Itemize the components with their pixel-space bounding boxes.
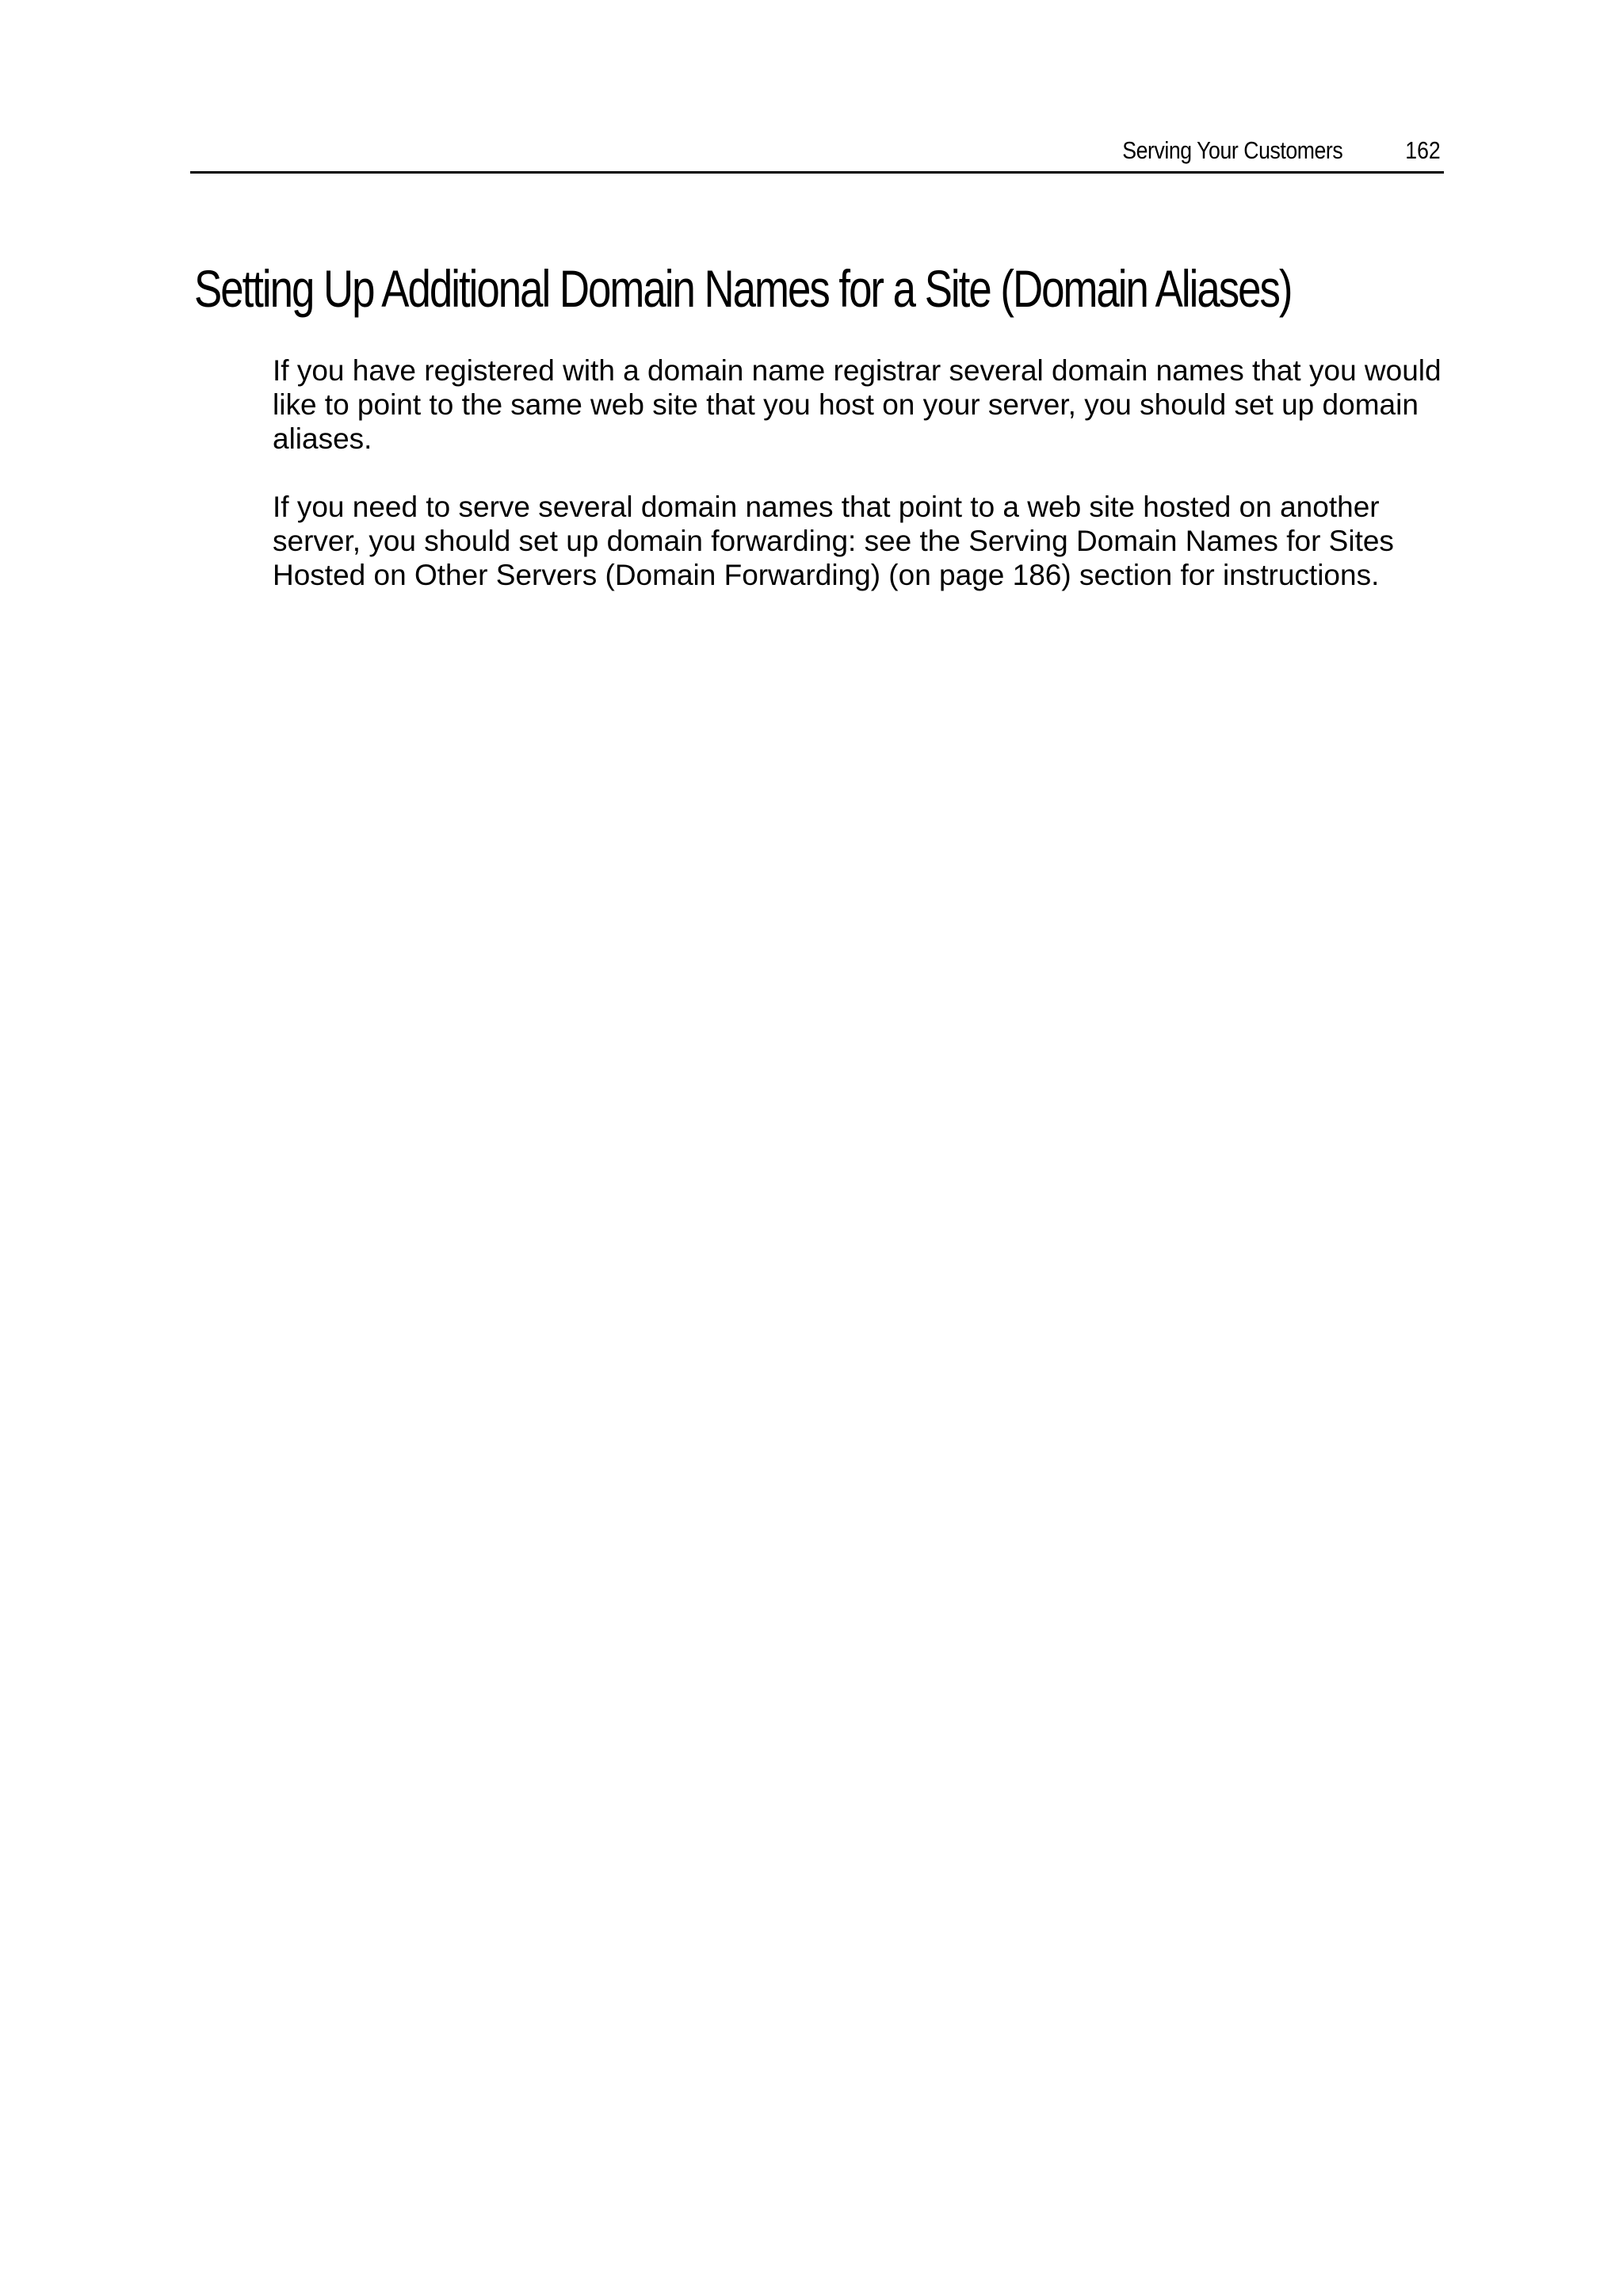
page-title: Setting Up Additional Domain Names for a Site (Domain Aliases) [194,259,1292,318]
body-paragraph: If you have registered with a domain name registrar several domain names that you would like to point to the same web site that you host on your server, you should set up domain aliases. [273,354,1442,455]
page-number: 162 [1405,136,1441,164]
body-paragraph: If you need to serve several domain names that point to a web site hosted on another server, you should set up domain forwarding: see the Serving Domain Names for Sites Hosted on Other Servers (Domain Forwarding) (on page 186) section for instructions. [273,491,1394,591]
header-section-title: Serving Your Customers [1121,136,1342,164]
running-header [190,127,1444,174]
